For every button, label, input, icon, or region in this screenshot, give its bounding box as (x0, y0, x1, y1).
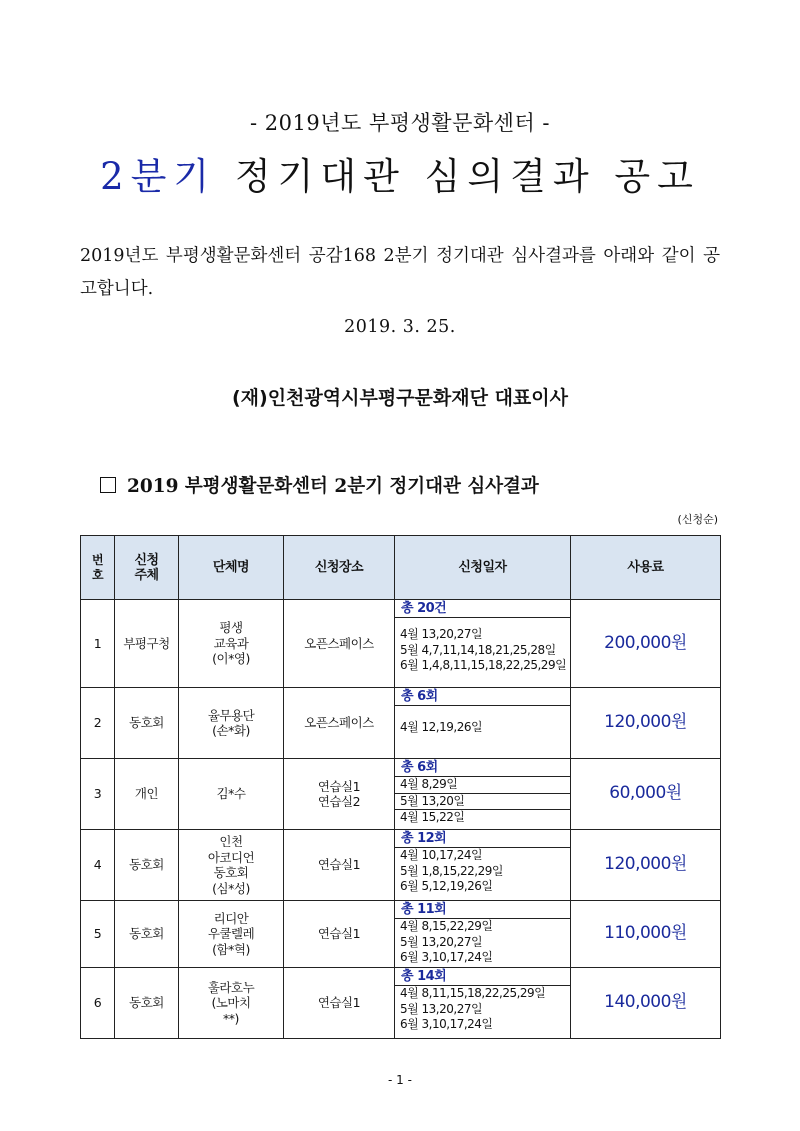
total-count: 총 12회 (395, 830, 570, 848)
group-name-line: 인천 (219, 834, 243, 849)
table-header-row (81, 536, 721, 600)
group-name-line: 리디안 (213, 910, 249, 926)
cell-group (179, 830, 284, 901)
cell-applicant: 동호회 (115, 830, 179, 901)
group-name-line: (이*영) (212, 651, 250, 667)
cell-no: 4 (81, 830, 115, 901)
cell-dates (395, 901, 571, 968)
cell-fee: 60,000원 (571, 759, 721, 830)
date-line: 4월 15,22일 (400, 810, 465, 824)
date-lines (395, 848, 570, 895)
title-rest: 정기대관 심의결과 공고 (216, 155, 700, 198)
date-line: 4월 8,11,15,18,22,25,29일 (400, 986, 546, 1000)
date-line: 6월 3,10,17,24일 (400, 1017, 493, 1031)
cell-no: 2 (81, 688, 115, 759)
place-line: 연습실1 (317, 857, 361, 873)
cell-fee: 120,000원 (571, 830, 721, 901)
date-lines (395, 986, 570, 1033)
date-lines (395, 706, 570, 736)
date-lines (395, 919, 570, 966)
section-title: 2019 부평생활문화센터 2분기 정기대관 심사결과 (127, 476, 539, 497)
section-heading (100, 472, 539, 498)
header-no: 번 호 (81, 536, 115, 600)
cell-dates (395, 830, 571, 901)
document-title (0, 146, 800, 200)
place-line: 연습실1 (317, 926, 361, 942)
group-name-line: (심*성) (212, 880, 250, 896)
cell-applicant: 부평구청 (115, 600, 179, 688)
group-name-line: **) (223, 1010, 239, 1026)
cell-dates (395, 688, 571, 759)
square-bullet-icon (100, 477, 116, 493)
order-note: (신청순) (677, 513, 718, 526)
place-line: 오픈스페이스 (304, 635, 374, 651)
cell-group (179, 600, 284, 688)
results-table (80, 535, 721, 1039)
cell-no: 5 (81, 901, 115, 968)
group-name-line: 김*수 (216, 786, 246, 802)
title-quarter: 2분기 (100, 155, 217, 198)
cell-dates (395, 968, 571, 1039)
group-name-line: 우쿨렐레 (207, 926, 255, 942)
table-row (81, 968, 721, 1039)
organization-name: (재)인천광역시부평구문화재단 대표이사 (231, 387, 568, 409)
cell-place (284, 901, 395, 968)
cell-dates (395, 600, 571, 688)
date-line: 5월 4,7,11,14,18,21,25,28일 (400, 642, 556, 657)
announcement-body: 2019년도 부평생활문화센터 공감168 2분기 정기대관 심사결과를 아래와 같이 공고합니다. (80, 246, 720, 299)
date-line: 4월 8,29일 (395, 777, 570, 794)
table-row (81, 901, 721, 968)
total-count: 총 14회 (395, 968, 570, 986)
date-line: 4월 12,19,26일 (400, 720, 483, 734)
place-line: 연습실1 (317, 995, 361, 1011)
cell-no: 3 (81, 759, 115, 830)
total-count: 총 20건 (395, 600, 570, 618)
date-line: 5월 1,8,15,22,29일 (400, 863, 503, 878)
cell-group (179, 968, 284, 1039)
group-name-line: 교육과 (213, 635, 249, 651)
cell-group (179, 688, 284, 759)
cell-group (179, 901, 284, 968)
place-line: 연습실2 (317, 794, 361, 809)
cell-fee: 200,000원 (571, 600, 721, 688)
cell-applicant: 동호회 (115, 901, 179, 968)
date-line: 6월 1,4,8,11,15,18,22,25,29일 (400, 658, 567, 672)
cell-fee: 140,000원 (571, 968, 721, 1039)
cell-dates (395, 759, 571, 830)
header-applicant: 신청 주체 (115, 536, 179, 600)
group-name-line: 율무용단 (207, 707, 255, 723)
cell-applicant: 동호회 (115, 968, 179, 1039)
place-line: 오픈스페이스 (304, 715, 374, 731)
cell-applicant: 동호회 (115, 688, 179, 759)
cell-fee: 120,000원 (571, 688, 721, 759)
announcement-date: 2019. 3. 25. (344, 317, 456, 337)
page-number: - 1 - (388, 1073, 412, 1087)
cell-place (284, 600, 395, 688)
date-line: 5월 13,20,27일 (400, 934, 483, 949)
header-place: 신청장소 (284, 536, 395, 600)
cell-place (284, 968, 395, 1039)
table-row (81, 830, 721, 901)
date-line: 6월 5,12,19,26일 (400, 879, 493, 893)
group-name-line: 훌라호누 (207, 979, 255, 995)
table-row (81, 688, 721, 759)
total-count: 총 11회 (395, 901, 570, 919)
total-count: 총 6회 (395, 688, 570, 706)
group-name-line: 아코디언 (207, 849, 255, 865)
table-row (81, 600, 721, 688)
cell-place (284, 830, 395, 901)
cell-no: 1 (81, 600, 115, 688)
group-name-line: (노마치 (211, 995, 251, 1011)
place-line: 연습실1 (317, 778, 361, 794)
date-lines (395, 777, 570, 826)
date-line: 4월 13,20,27일 (400, 627, 483, 641)
group-name-line: 동호회 (213, 865, 249, 880)
cell-place (284, 759, 395, 830)
header-group: 단체명 (179, 536, 284, 600)
cell-group (179, 759, 284, 830)
date-line: 6월 3,10,17,24일 (400, 950, 493, 964)
header-dates: 신청일자 (395, 536, 571, 600)
table-row (81, 759, 721, 830)
group-name-line: (함*혁) (212, 941, 250, 957)
date-lines (395, 618, 570, 674)
date-line: 4월 8,15,22,29일 (400, 919, 493, 933)
document-subtitle: - 2019년도 부평생활문화센터 - (249, 111, 551, 135)
date-line: 4월 10,17,24일 (400, 848, 483, 862)
date-line: 5월 13,20일 (395, 794, 570, 811)
group-name-line: 평생 (219, 620, 243, 636)
cell-applicant: 개인 (115, 759, 179, 830)
cell-place (284, 688, 395, 759)
cell-no: 6 (81, 968, 115, 1039)
date-line: 5월 13,20,27일 (400, 1001, 483, 1016)
header-fee: 사용료 (571, 536, 721, 600)
group-name-line: (손*화) (212, 723, 250, 738)
cell-fee: 110,000원 (571, 901, 721, 968)
total-count: 총 6회 (395, 759, 570, 777)
